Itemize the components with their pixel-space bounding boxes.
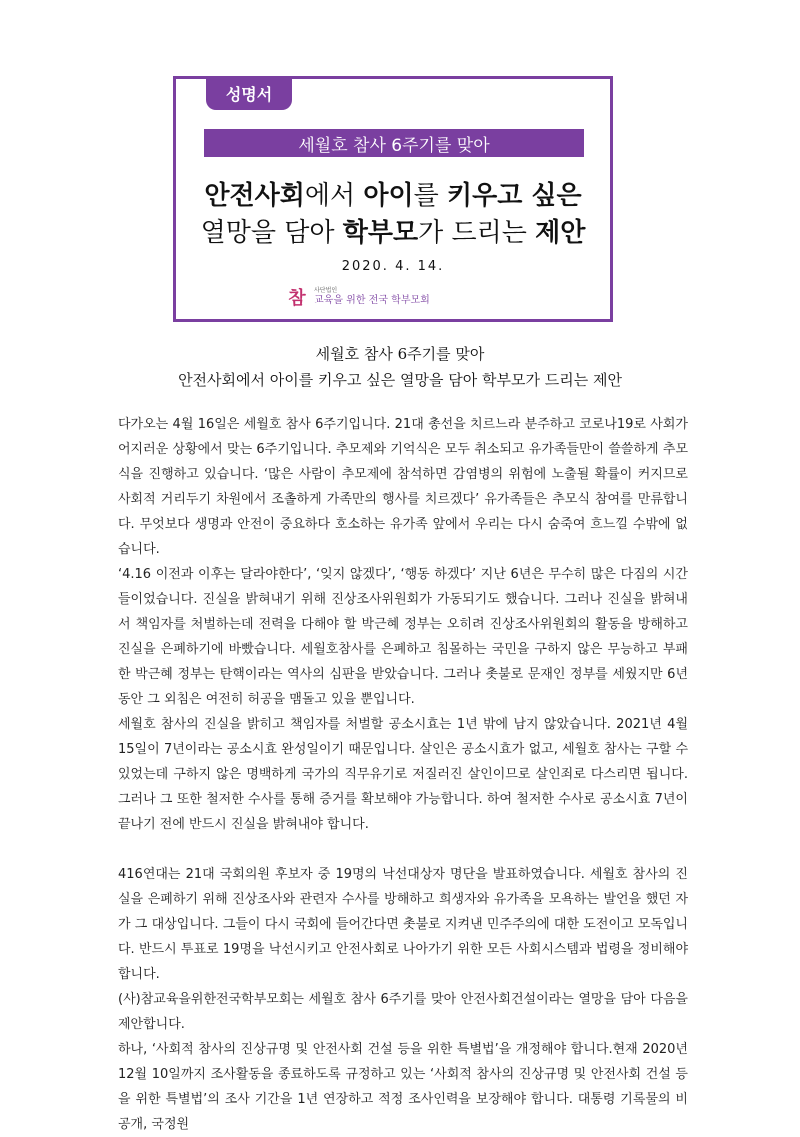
- statement-banner: [173, 76, 613, 322]
- headline-word-parents: 학부모: [342, 218, 419, 248]
- banner-date: 2020. 4. 14.: [341, 259, 445, 274]
- org-logo: [286, 285, 430, 309]
- doc-body: [118, 412, 688, 1137]
- headline-word-offer: 가 드리는: [418, 218, 536, 248]
- paragraph-2: ‘4.16 이전과 이후는 달라야한다’, ‘잊지 않겠다’, ‘행동 하겠다’ 지난 6년은 무수히 많은 다짐의 시간들이었습니다. 진실을 밝혀내기 위해 진상조사위원회가 가동되기도 했습니다. 그러나 진실을 밝혀내서 책임자를 처벌하는데 전력을 다해야 할 박근혜 정부는 오히려 진상조사위원회의 활동을 방해하고 진실을 은폐하기에 바빴습니다. 세월호참사를 은폐하고 침몰하는 국민을 구하지 않은 무능하고 부패한 박근혜 정부는 탄핵이라는 역사의 심판을 받았습니다. 그러나 촛불로 문재인 정부를 세웠지만 6년 동안 그 외침은 여전히 허공을 맴돌고 있을 뿐입니다.: [118, 567, 688, 707]
- headline-word-reul: 를: [413, 181, 447, 211]
- org-type: 사단법인: [314, 287, 338, 295]
- headline-word-eseo: 에서: [304, 181, 364, 211]
- org-name: 교육을 위한 전국 학부모회: [314, 294, 430, 306]
- statement-tag: 성명서: [206, 76, 292, 110]
- paragraph-5: (사)참교육을위한전국학부모회는 세월호 참사 6주기를 맞아 안전사회건설이라는 열망을 담아 다음을 제안합니다.: [118, 992, 688, 1032]
- headline-word-child: 아이: [363, 181, 414, 211]
- headline-word-safe-society: 안전사회: [204, 181, 305, 211]
- headline-word-proposal: 제안: [535, 218, 586, 248]
- org-text: [314, 288, 430, 306]
- paragraph-6: 하나, ‘사회적 참사의 진상규명 및 안전사회 건설 등을 위한 특별법’을 개정해야 합니다.현재 2020년 12월 10일까지 조사활동을 종료하도록 규정하고 있는 ‘사회적 참사의 진상규명 및 안전사회 건설 등을 위한 특별법’의 조사 기간을 1년 연장하고 적정 조사인력을 보장해야 합니다. 대통령 기록물의 비공개, 국정원: [118, 1042, 688, 1132]
- logo-mark-icon: 참: [288, 288, 306, 309]
- doc-title-line1: 세월호 참사 6주기를 맞아: [315, 345, 485, 363]
- banner-subtitle: 세월호 참사 6주기를 맞아: [204, 129, 584, 157]
- headline-word-aspiration: 열망을 담아: [200, 218, 343, 248]
- paragraph-3: 세월호 참사의 진실을 밝히고 책임자를 처벌할 공소시효는 1년 밖에 남지 않았습니다. 2021년 4월 15일이 7년이라는 공소시효 완성일이기 때문입니다. 살인은 공소시효가 없고, 세월호 참사는 구할 수 있었는데 구하지 않은 명백하게 국가의 직무유기로 저질러진 살인이므로 살인죄로 다스리면 됩니다. 그러나 그 또한 철저한 수사를 통해 증거를 확보해야 가능합니다. 하여 철저한 수사로 공소시효 7년이 끝나기 전에 반드시 진실을 밝혀내야 합니다.: [118, 717, 688, 832]
- headline-word-raise: 키우고 싶은: [446, 181, 582, 211]
- doc-title-line2: 안전사회에서 아이를 키우고 싶은 열망을 담아 학부모가 드리는 제안: [178, 371, 622, 389]
- paragraph-1: 다가오는 4월 16일은 세월호 참사 6주기입니다. 21대 총선을 치르느라 분주하고 코로나19로 사회가 어지러운 상황에서 맞는 6주기입니다. 추모제와 기억식은 모두 취소되고 유가족들만이 쓸쓸하게 추모식을 진행하고 있습니다. ‘많은 사람이 추모제에 참석하면 감염병의 위험에 노출될 확률이 커지므로 사회적 거리두기 차원에서 조촐하게 가족만의 행사를 치르겠다’ 유가족들은 추모식 참여를 만류합니다. 무엇보다 생명과 안전이 중요하다 호소하는 유가족 앞에서 우리는 다시 숨죽여 흐느낄 수밖에 없습니다.: [118, 417, 688, 557]
- banner-headline-line1: [176, 175, 610, 212]
- banner-headline-line2: [176, 212, 610, 249]
- paragraph-4: 416연대는 21대 국회의원 후보자 중 19명의 낙선대상자 명단을 발표하였습니다. 세월호 참사의 진실을 은폐하기 위해 진상조사와 관련자 수사를 방해하고 희생자와 유가족을 모욕하는 발언을 했던 자가 그 대상입니다. 그들이 다시 국회에 들어간다면 촛불로 지켜낸 민주주의에 대한 도전이고 모독입니다. 반드시 투표로 19명을 낙선시키고 안전사회로 나아가기 위한 모든 사회시스템과 법령을 정비해야 합니다.: [118, 867, 688, 982]
